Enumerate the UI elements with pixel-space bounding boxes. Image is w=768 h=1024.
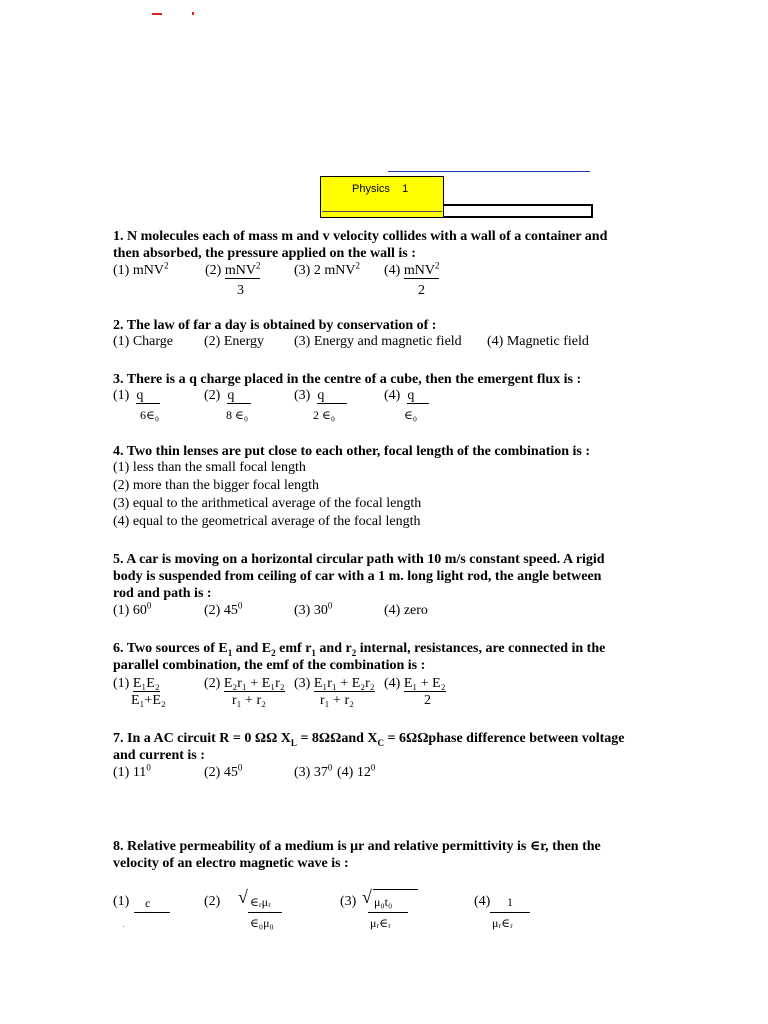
question-4-option-4: (4) equal to the geometrical average of the focal length [113, 514, 421, 529]
question-8-option-4-fraction-bar [490, 912, 530, 913]
question-8-option-3-root-bar [373, 889, 418, 890]
question-7-text: 7. In a AC circuit R = 0 ΩΩ $X_L = 8\Omega\Omega and$ $X_C$ = 6ΩΩphase difference between voltage and current is : [113, 731, 625, 763]
question-8-option-3-numerator: μ₀t₀ [374, 895, 393, 909]
header-box-inner-rule [322, 211, 442, 212]
question-1-option-3: (3) 2 mNV$^2$ [294, 260, 360, 278]
question-6-option-1-denominator: E₁+E₂ [131, 693, 166, 708]
stray-dot [123, 926, 124, 927]
question-6-option-3-denominator: r₁ + r₂ [320, 693, 354, 708]
question-6-option-2: (2) E₂r₁ + E₁r₂ [204, 676, 285, 691]
question-6-option-3: (3) E₁r₁ + E₂r₂ [294, 676, 375, 691]
question-3-option-1: (1) q [113, 387, 160, 405]
question-6-text: 6. Two sources of $E_1$ and $E_2$ emf $r_1$ and $r_2$ internal, resistances, are connected in the parallel combination, the emf of the combination is : [113, 641, 606, 673]
scan-mark [152, 13, 162, 15]
question-1-option-1: (1) mNV$^2$ [113, 260, 169, 278]
question-4-option-3: (3) equal to the arithmetical average of the focal length [113, 496, 422, 511]
question-1-option-2: (2) mNV$^2$ [205, 260, 261, 278]
subject-label: Physics [352, 183, 390, 195]
question-8-option-3-root: √ [362, 887, 372, 907]
question-8-option-2-fraction-bar [248, 912, 282, 913]
question-7-option-4: (4) $12^0$ [337, 762, 376, 780]
question-7-option-2: (2) $45^0$ [204, 762, 243, 780]
question-8-option-4-label: (4) [474, 894, 491, 909]
question-7-option-3: (3) $37^0$ [294, 762, 333, 780]
page-title [352, 183, 408, 195]
question-6-option-4-denominator: 2 [424, 693, 431, 708]
header-box-extension [444, 204, 593, 218]
question-8-option-4-numerator: 1 [507, 895, 513, 909]
question-4-option-1: (1) less than the small focal length [113, 460, 306, 475]
question-8-option-3-label: (3) [340, 894, 357, 909]
paper-number: 1 [402, 183, 409, 195]
question-8-option-2-root: √ [238, 887, 248, 907]
question-5-text: 5. A car is moving on a horizontal circular path with 10 m/s constant speed. A rigid body is suspended from ceiling of car with a 1 m. long light rod, the angle between rod and path is : [113, 552, 605, 601]
question-2-option-2: (2) Energy [204, 334, 264, 349]
scan-mark [192, 12, 194, 15]
question-2-option-1: (1) Charge [113, 334, 173, 349]
question-3-option-4: (4) q [384, 387, 429, 405]
question-6-option-4: (4) E₁ + E₂ [384, 676, 446, 691]
question-8-option-1-numerator: c [145, 896, 151, 910]
question-8-option-2-denominator: ∈₀μ₀ [250, 916, 274, 930]
question-1-option-2-denominator: 3 [237, 283, 244, 298]
question-8-text: 8. Relative permeability of a medium is μr and relative permittivity is ∈r, then the velocity of an electro magnetic wave is : [113, 839, 601, 871]
question-3-option-4-denominator: ∈₀ [404, 408, 418, 422]
question-3-text: 3. There is a q charge placed in the centre of a cube, then the emergent flux is : [113, 372, 582, 387]
header-top-rule [388, 171, 590, 172]
question-3-option-3-denominator: 2 ∈₀ [313, 408, 336, 422]
question-3-option-2-denominator: 8 ∈₀ [226, 408, 249, 422]
question-8-option-1-label: (1) [113, 894, 130, 909]
question-3-option-3: (3) q [294, 387, 347, 405]
question-8-option-2-numerator: ∈ᵣμᵣ [250, 895, 271, 909]
question-8-option-1-fraction-bar [134, 912, 170, 913]
question-8-option-3-denominator: μᵣ∈ᵣ [370, 916, 391, 930]
question-2-option-4: (4) Magnetic field [487, 334, 589, 349]
question-2-option-3: (3) Energy and magnetic field [294, 334, 462, 349]
question-5-option-2: (2) $45^0$ [204, 600, 243, 618]
question-1-text: 1. N molecules each of mass m and v velocity collides with a wall of a container and then absorbed, the pressure applied on the wall is : [113, 229, 608, 261]
question-8-option-3-fraction-bar [368, 912, 408, 913]
question-2-text: 2. The law of far a day is obtained by conservation of : [113, 318, 437, 333]
question-4-text: 4. Two thin lenses are put close to each other, focal length of the combination is : [113, 444, 591, 459]
question-1-option-4: (4) mNV$^2$ [384, 260, 440, 278]
question-4-option-2: (2) more than the bigger focal length [113, 478, 320, 493]
question-5-option-4: (4) zero [384, 603, 428, 618]
question-3-option-2: (2) q [204, 387, 251, 405]
question-8-option-4-denominator: μᵣ∈ᵣ [492, 916, 513, 930]
question-8-option-2-label: (2) [204, 894, 221, 909]
question-5-option-1: (1) $60^0$ [113, 600, 152, 618]
question-3-option-1-denominator: 6∈₀ [140, 408, 160, 422]
question-5-option-3: (3) $30^0$ [294, 600, 333, 618]
question-6-option-2-denominator: r₁ + r₂ [232, 693, 266, 708]
question-7-option-1: (1) $11^0$ [113, 762, 151, 780]
question-6-option-1: (1) E₁E₂ [113, 676, 160, 691]
question-1-option-4-denominator: 2 [418, 283, 425, 298]
